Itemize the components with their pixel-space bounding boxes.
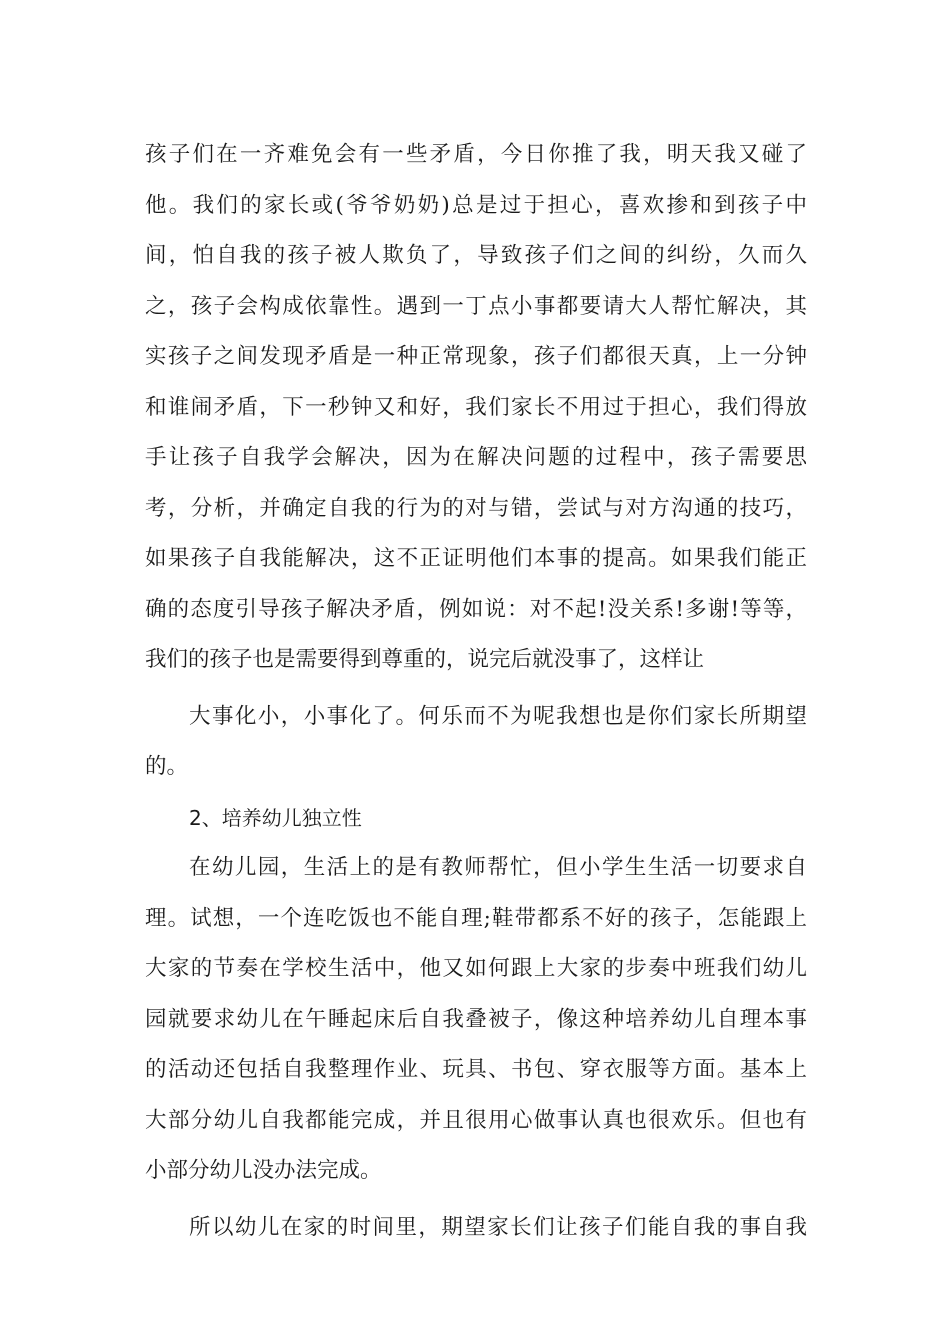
text-line: 在幼儿园，生活上的是有教师帮忙，但小学生生活一切要求自 bbox=[189, 855, 807, 880]
text-line: 之，孩子会构成依靠性。遇到一丁点小事都要请大人帮忙解决，其 bbox=[145, 293, 807, 319]
paragraph-4 bbox=[145, 1203, 807, 1254]
paragraph-2 bbox=[145, 692, 807, 793]
paragraph-1 bbox=[145, 130, 807, 686]
text-line: 如果孩子自我能解决，这不正证明他们本事的提高。如果我们能正 bbox=[145, 546, 807, 571]
text-line: 和谁闹矛盾，下一秒钟又和好，我们家长不用过于担心，我们得放 bbox=[145, 394, 807, 420]
text-line: 园就要求幼儿在午睡起床后自我叠被子，像这种培养幼儿自理本事 bbox=[145, 1006, 807, 1032]
text-line: 确的态度引导孩子解决矛盾，例如说：对不起!没关系!多谢!等等， bbox=[145, 596, 807, 622]
text-line: 我们的孩子也是需要得到尊重的，说完后就没事了，这样让 bbox=[145, 647, 705, 672]
section-heading: 2、培养幼儿独立性 bbox=[189, 805, 362, 830]
text-line: 他。我们的家长或(爷爷奶奶)总是过于担心，喜欢掺和到孩子中 bbox=[145, 192, 807, 218]
text-line: 大家的节奏在学校生活中，他又如何跟上大家的步奏中班我们幼儿 bbox=[145, 956, 807, 981]
text-line: 理。试想，一个连吃饭也不能自理;鞋带都系不好的孩子，怎能跟上 bbox=[145, 905, 807, 931]
text-line: 所以幼儿在家的时间里，期望家长们让孩子们能自我的事自我 bbox=[189, 1214, 807, 1240]
text-line: 孩子们在一齐难免会有一些矛盾，今日你推了我，明天我又碰了 bbox=[145, 142, 807, 167]
text-line: 的活动还包括自我整理作业、玩具、书包、穿衣服等方面。基本上 bbox=[145, 1057, 807, 1082]
text-line: 大部分幼儿自我都能完成，并且很用心做事认真也很欢乐。但也有 bbox=[145, 1107, 807, 1133]
text-line: 手让孩子自我学会解决，因为在解决问题的过程中，孩子需要思 bbox=[145, 445, 807, 470]
text-line: 小部分幼儿没办法完成。 bbox=[145, 1158, 382, 1183]
document-page bbox=[145, 130, 807, 1253]
text-line: 的。 bbox=[145, 754, 189, 779]
text-line: 间，怕自我的孩子被人欺负了，导致孩子们之间的纠纷，久而久 bbox=[145, 243, 807, 268]
text-line: 大事化小，小事化了。何乐而不为呢我想也是你们家长所期望 bbox=[189, 703, 807, 729]
paragraph-3 bbox=[145, 843, 807, 1197]
text-line: 实孩子之间发现矛盾是一种正常现象，孩子们都很天真，上一分钟 bbox=[145, 344, 807, 369]
text-line: 考，分析，并确定自我的行为的对与错，尝试与对方沟通的技巧， bbox=[145, 495, 807, 521]
